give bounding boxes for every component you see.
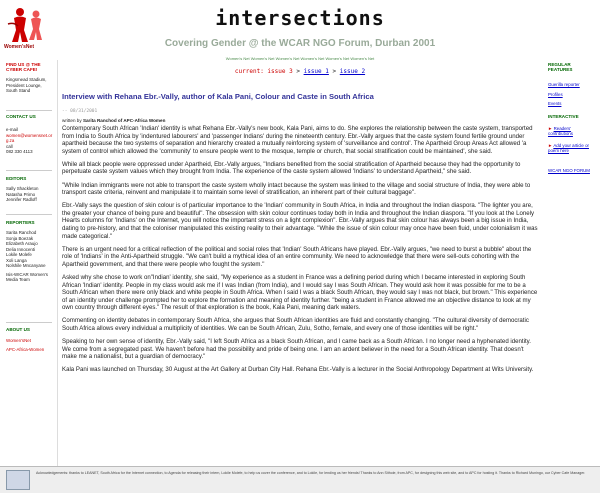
divider bbox=[6, 110, 52, 111]
profiles-link[interactable]: Profiles bbox=[548, 92, 563, 97]
page-title: intersections bbox=[215, 6, 385, 30]
breadcrumb bbox=[0, 68, 600, 75]
arrow-icon: ► bbox=[548, 143, 553, 148]
apc-africa-women-link[interactable]: APC-Africa-Women bbox=[6, 346, 45, 352]
reporter-name: Sarita Ranchod bbox=[6, 230, 37, 235]
footer-acknowledgements: Acknowledgements: thanks to LEANET, South Africa for the Internet connection, to Agenda for releasing their intern, Lokile Molefe, to help us cover the conference, and to Lokile, for lending us her friends! Thanks to Ann Sithole, from APC, for designing this web site, and to APC for hosting it. Thanks to Richard Muningo, our Cyber Cafe Manager. bbox=[36, 471, 586, 475]
guerilla-reporter-link[interactable]: Guerilla reporter bbox=[548, 82, 580, 87]
divider bbox=[6, 322, 52, 323]
reporters-list bbox=[6, 230, 54, 283]
wcar-ngo-forum-link[interactable]: WCAR NGO FORUM bbox=[548, 168, 590, 173]
breadcrumb-issue-2[interactable]: issue 2 bbox=[339, 68, 366, 75]
reporter-name: Nolshile Mncanyane bbox=[6, 263, 46, 268]
article-paragraph: There is an urgent need for a critical reflection of the political and social roles that 'Indian' South Africans have played. Ebr.-Vally argues, "we need to burst a bubble" about the role of 'Indians' in the Anti-Apartheid struggle. "We can't build a mythical idea of an entire community. We need to acknowledge that there were sell-outs cohorting with the Apartheid government, and that there were people who fought the system." bbox=[62, 245, 532, 268]
reporter-name: Lokile Molefe bbox=[6, 252, 32, 257]
reporter-name: Elizabeth Araujo bbox=[6, 241, 38, 246]
article-author: Sarita Ranchod of APC-Africa Women bbox=[82, 118, 166, 123]
call-label: call bbox=[6, 143, 13, 149]
article bbox=[62, 92, 540, 380]
regular-features-heading: REGULAR FEATURES bbox=[548, 62, 573, 72]
article-paragraph: "While Indian immigrants were not able to transport the caste system wholly intact because the system was linked to the village and social structure of India, they were able to transport caste criteria, reinvent and manipulate it to maintain some level of stratification, an inherent part of their cultural baggage". bbox=[62, 181, 531, 197]
add-article-link[interactable]: Add your article or poem here bbox=[548, 143, 589, 153]
editor-name: Jennifer Radloff bbox=[6, 197, 37, 202]
article-paragraph: Kala Pani was launched on Thursday, 30 August at the Art Gallery at Durban City Hall. Rehana Ebr.-Vally is a lecturer in the Social Anthropology Department at Wits University. bbox=[62, 366, 534, 374]
article-title: Interview with Rehana Ebr.-Vally, author of Kala Pani, Colour and Caste in South Africa bbox=[62, 92, 374, 101]
apc-logo-icon bbox=[6, 470, 30, 490]
breadcrumb-separator: > bbox=[332, 68, 337, 75]
phone-number: 082 330 4113 bbox=[6, 149, 33, 154]
footer bbox=[0, 466, 600, 493]
find-us-heading: FIND US @ THE CYBER CAFE! bbox=[6, 62, 41, 72]
email-link[interactable]: women@womensnet.org.za bbox=[6, 132, 53, 143]
page-subtitle: Covering Gender @ the WCAR NGO Forum, Durban 2001 bbox=[164, 38, 436, 49]
add-article-item[interactable] bbox=[548, 143, 596, 153]
breadcrumb-separator: > bbox=[296, 68, 300, 75]
article-paragraph: Speaking to her own sense of identity, Ebr.-Vally said, "I left South Africa as a black South African, and I came back as a South African. I no longer need a hyphenated identity. We come from a segregated past. We haven't before had the possibility and pride of being one. I am an ardent believer in the need for a South African identity. That doesn't make me a nationalist, but a guardian of democracy." bbox=[62, 338, 531, 361]
article-date: -- 08/31/2001 bbox=[62, 109, 98, 114]
media-team: Isis-WICAR Women's Media Team bbox=[6, 271, 48, 282]
contact-heading: CONTACT US bbox=[6, 114, 36, 119]
email-label: e-mail bbox=[6, 127, 18, 132]
article-paragraph: Asked why she chose to work on"Indian' identity, she said, "My experience as a student in France was a defining period during which I became interested in exploring South African 'Indian' identity. People in my class would ask me if I was Indian (from India), and I would say I was South African. They would ask how it was possible for me to be a South African when there were only black and white people in South Africa. When I said I was a black South African, they would say I was not black, but brown." This experience of an identity under challenge prompted her to explore the formation and meaning of identity further. "being a student in France allowed me an objective distance to look at my own country through different eyes." The result of that exploration is the book, Kala Pani, meaning dark waters. bbox=[62, 274, 538, 312]
logo-label: Women'sNet bbox=[4, 44, 34, 50]
readers-contributions-item[interactable] bbox=[548, 126, 596, 136]
about-heading: ABOUT US bbox=[6, 327, 30, 332]
divider bbox=[6, 214, 52, 215]
reporter-name: Xoli Langa bbox=[6, 257, 27, 263]
byline-prefix: written by bbox=[62, 118, 83, 123]
article-paragraph: Ebr.-Vally says the question of skin colour is of particular importance to the 'Indian' community in South Africa, in India and throughout the Indian diaspora. "The lighter you are, the greater your chance of being pure and beautiful". The obsession with skin colour continues today both in India and throughout the Indian diaspora. "If you look at the Lonely Hearts columns for 'Indians' on the Internet, you will notice the important stress on a light complexion". Ebr.-Vally argues that skin colour has always been a big issue in India, dating to pre-history, and that the coloniser manipulated this existing reality to their advantage. "While the issue of skin colour may once have been fluid, under colonialism it was made categorical." bbox=[62, 202, 538, 240]
reporter-name: Delia Innocenti bbox=[6, 246, 36, 252]
about-links bbox=[6, 338, 54, 352]
arrow-icon: ► bbox=[548, 126, 553, 131]
reporters-heading: REPORTERS bbox=[6, 220, 35, 225]
editors-heading: EDITORS bbox=[6, 176, 27, 181]
contact-block bbox=[6, 127, 54, 155]
breadcrumb-current: current: issue 3 bbox=[234, 68, 293, 75]
find-us-text: Kingsmead Stadium, President Lounge, South Stand bbox=[6, 77, 47, 93]
editor-name: Natasha Primo bbox=[6, 191, 36, 197]
womensnet-link[interactable]: Women'sNet bbox=[6, 338, 31, 343]
breadcrumb-issue-1[interactable]: issue 1 bbox=[303, 68, 329, 75]
editor-name: Sally Shackleton bbox=[6, 186, 39, 191]
article-paragraph: Commenting on identity debates in contemporary South Africa, she argues that South African identities are fluid and constantly changing. "The cultural diversity of democratic South Africa allows every individual a multiplicity of identities. We can be South African, Zulu, Sotho, female, and every one of those identities will be right." bbox=[62, 317, 529, 333]
divider bbox=[6, 170, 52, 171]
reporter-name: Sonja Boezak bbox=[6, 235, 34, 241]
editors-list bbox=[6, 186, 54, 203]
article-paragraph: Contemporary South African 'Indian' identity is what Rehana Ebr.-Vally's new book, Kala Pani, aims to do. She explores the relationship between the caste system, transported from India to South Africa by 'indentured labourers' and 'passenger Indians' during the nineteenth century. Ebr.-Vally argues that the caste system found fertile ground under apartheid because the two systems of separation and hierarchy created a mutually reinforcing system of 'surveillance and control'. The Apartheid Group Areas Act allowed 'a system of control which allowed the 'community' to ensure people went to the mosque, temple or church, that social stratification could be maintained', she said. bbox=[62, 125, 533, 155]
tagline: Women's Net Women's Net Women's Net Women's Net Women's Net Women's Net bbox=[225, 56, 375, 61]
column-divider bbox=[57, 60, 58, 470]
interactive-heading: INTERACTIVE bbox=[548, 114, 579, 119]
events-link[interactable]: Events bbox=[548, 101, 562, 106]
article-paragraph: While all black people were oppressed under Apartheid, Ebr.-Vally argues, "Indians benefited from the social stratification of Apartheid because they had the opportunity to perpetuate caste system values which they brought from India. The experience of the caste system allowed 'Indians' to understand Apartheid," she said. bbox=[62, 160, 521, 176]
readers-contributions-link[interactable]: Readers' contributions bbox=[548, 126, 573, 136]
article-byline bbox=[62, 118, 540, 123]
